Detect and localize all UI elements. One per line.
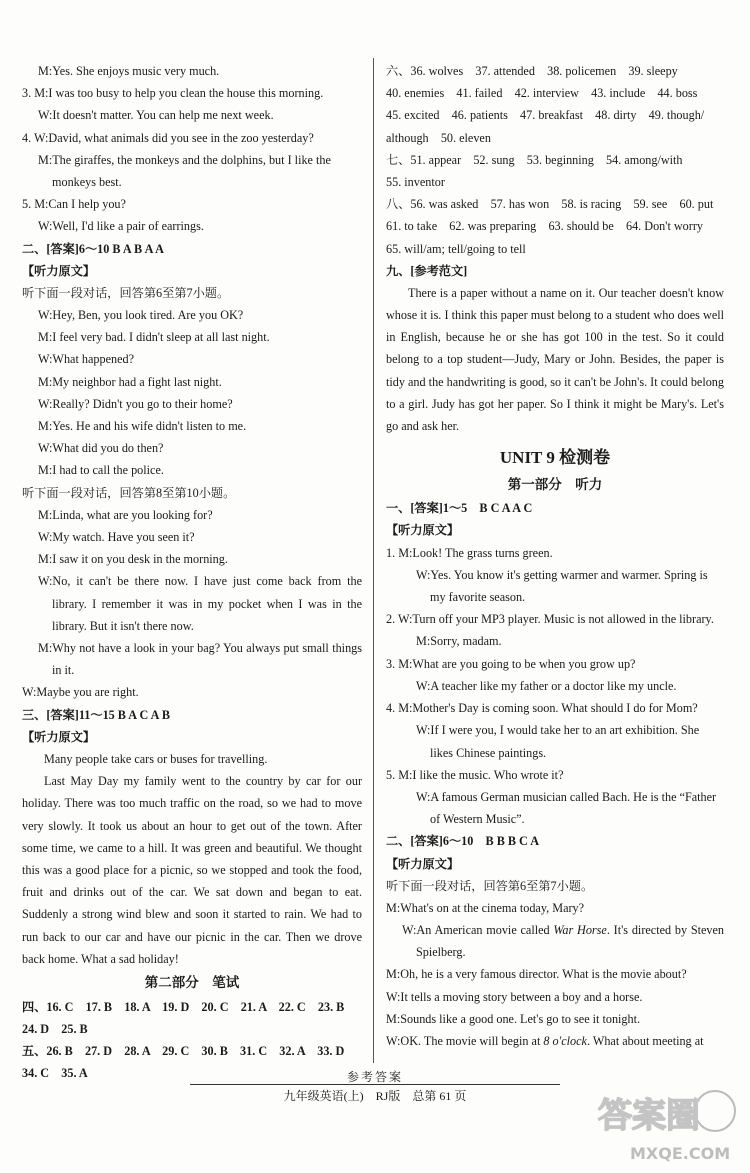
dialog-line: M:Linda, what are you looking for?	[38, 507, 213, 522]
answer-line: 七、51. appear 52. sung 53. beginning 54. among/with	[386, 152, 683, 167]
dialog-line: W:What happened?	[38, 352, 134, 367]
dialog-line: W:Really? Didn't you go to their home?	[38, 396, 233, 411]
dialog-1	[22, 304, 362, 482]
sample-essay: There is a paper without a name on it. Our teacher doesn't know whose it is. I think this paper must belong to a student who does well in English, because he or she has got 100 in the test. So it could belong to a top student—Judy, Mary or John. Besides, the paper is tidy and the handwriting is good, so it can't be John's. It could belong to a girl. Judy has got her paper. So I think it might be Mary's. Let's go and ask her.	[386, 285, 724, 434]
unit-section-1-transcript-label: 【听力原文】	[386, 523, 460, 538]
answer-line: 61. to take 62. was preparing 63. should be 64. Don't worry	[386, 219, 703, 234]
answer-line: 八、56. was asked 57. has won 58. is racing 59. see 60. put	[386, 197, 714, 212]
listening-question-line: 3. M:What are you going to be when you grow up?	[386, 656, 636, 671]
answer-line: 40. enemies 41. failed 42. interview 43. include 44. boss	[386, 86, 698, 101]
listening-question-line: 4. M:Mother's Day is coming soon. What should I do for Mom?	[386, 701, 698, 716]
dialog-line: M:Yes. He and his wife didn't listen to me.	[38, 419, 247, 433]
unit-dialog-line-2: W:An American movie called War Horse. It's directed by Steven Spielberg.	[402, 923, 724, 960]
part-1-title: 第一部分 听力	[507, 477, 603, 493]
answer-line: 5. M:Can I help you?	[22, 197, 126, 212]
unit-9-title: UNIT 9 检测卷	[499, 448, 611, 468]
unit-section-2-transcript-label: 【听力原文】	[386, 856, 460, 871]
unit-dialog-line-3: M:Oh, he is a very famous director. What is the movie about?	[386, 967, 687, 982]
section-7-answers	[386, 149, 724, 193]
answer-line: 四、16. C 17. B 18. A 19. D 20. C 21. A 22. C 23. B	[22, 999, 345, 1014]
dialog-line: M:I feel very bad. I didn't sleep at all last night.	[38, 330, 270, 345]
dialog-line: W:My watch. Have you seen it?	[38, 529, 195, 544]
dialog-1-intro: 听下面一段对话，回答第6至第7小题。	[22, 285, 230, 300]
listening-answer-line: W:Yes. You know it's getting warmer and warmer. Spring is my favorite season.	[416, 567, 708, 605]
dialog-line: W:Hey, Ben, you look tired. Are you OK?	[38, 308, 244, 323]
dialog-2-part-a	[22, 504, 362, 571]
answer-line: 24. D 25. B	[22, 1022, 88, 1037]
answer-line: monkeys best.	[52, 174, 122, 189]
column-divider	[373, 58, 374, 1063]
answer-line: although 50. eleven	[386, 130, 491, 145]
section-9-title: 九、[参考范文]	[386, 263, 468, 278]
answer-line: W:Well, I'd like a pair of earrings.	[38, 219, 204, 234]
section-4-answers	[22, 996, 362, 1040]
listening-answer-line: W:A famous German musician called Bach. He is the “Father of Western Music”.	[416, 789, 717, 827]
listening-answer-line: W:A teacher like my father or a doctor like my uncle.	[416, 678, 677, 693]
dialog-2-long-line-2: M:Why not have a look in your bag? You always put small things in it.	[38, 640, 362, 678]
listening-answer-line: W:If I were you, I would take her to an art exhibition. She likes Chinese paintings.	[416, 723, 700, 760]
section-2-transcript-label: 【听力原文】	[22, 263, 96, 278]
passage-paragraph-2: Last May Day my family went to the country by car for our holiday. There was too much traffic on the road, so we had to move very slowly. It took us about an hour to get out of the town. After some time, we came to a hill. It was green and beautiful. We thought this was a good place for a picnic, so we stopped and took the food, fruit and drinks out of the car. We sat down and began to eat. Suddenly a strong wind blew and soon it started to rain. We had to run back to our car and have our picnic in the car. Then we drove back home. What a sad holiday!	[22, 774, 362, 966]
passage-paragraph-1: Many people take cars or buses for travelling.	[44, 751, 268, 766]
section-3-transcript-label: 【听力原文】	[22, 729, 96, 744]
watermark-url: MXQE.COM	[630, 1144, 731, 1163]
right-column	[386, 60, 724, 1052]
left-column	[22, 60, 362, 1085]
answer-line: 55. inventor	[386, 174, 445, 189]
answer-lines-part1	[22, 60, 362, 238]
listening-question-line: 2. W:Turn off your MP3 player. Music is not allowed in the library.	[386, 612, 714, 627]
unit-dialog-line-1: M:What's on at the cinema today, Mary?	[386, 900, 585, 915]
unit-dialog-intro: 听下面一段对话，回答第6至第7小题。	[386, 878, 594, 893]
unit-dialog-line-6: W:OK. The movie will begin at 8 o'clock. What about meeting at	[386, 1034, 704, 1049]
section-2-answer: 二、[答案]6～10 B A B A A	[22, 241, 164, 256]
dialog-2-long-line: W:No, it can't be there now. I have just come back from the library. I remember it was in my pocket when I was in the library. But it isn't there now.	[38, 574, 362, 633]
answer-line: 六、36. wolves 37. attended 38. policemen 39. sleepy	[386, 64, 678, 78]
answer-line: 34. C 35. A	[22, 1066, 88, 1081]
dialog-line: W:What did you do then?	[38, 441, 164, 456]
answer-line: 65. will/am; tell/going to tell	[386, 241, 526, 256]
footer-label: 参考答案	[346, 1070, 403, 1084]
listening-question-line: 5. M:I like the music. Who wrote it?	[386, 767, 564, 782]
section-8-answers	[386, 193, 724, 260]
answer-line: 45. excited 46. patients 47. breakfast 48. dirty 49. though/	[386, 108, 705, 123]
dialog-2-intro: 听下面一段对话，回答第8至第10小题。	[22, 485, 236, 500]
answer-line: M:Yes. She enjoys music very much.	[38, 64, 220, 78]
watermark-logo	[590, 1077, 740, 1167]
dialog-2-last-line: W:Maybe you are right.	[22, 685, 139, 700]
dialog-line: M:I had to call the police.	[38, 463, 164, 478]
unit-section-1-answer: 一、[答案]1～5 B C A A C	[386, 501, 533, 516]
dialog-line: M:I saw it on you desk in the morning.	[38, 552, 228, 567]
answer-line: M:The giraffes, the monkeys and the dolphins, but I like the	[38, 152, 331, 167]
section-6-answers	[386, 60, 724, 149]
footer-page-info: 九年级英语(上) RJ版 总第 61 页	[283, 1089, 467, 1103]
section-3-answer: 三、[答案]11～15 B A C A B	[22, 707, 170, 722]
unit-dialog-line-4: W:It tells a moving story between a boy and a horse.	[386, 989, 643, 1004]
dialog-line: M:My neighbor had a fight last night.	[38, 374, 222, 389]
listening-answer-line: M:Sorry, madam.	[416, 634, 502, 649]
answer-line: 3. M:I was too busy to help you clean the house this morning.	[22, 86, 324, 101]
unit-section-2-answer: 二、[答案]6～10 B B B C A	[386, 834, 540, 849]
answer-line: W:It doesn't matter. You can help me next week.	[38, 108, 274, 123]
unit-dialog-line-5: M:Sounds like a good one. Let's go to see it tonight.	[386, 1011, 641, 1026]
unit-listening-items	[386, 542, 724, 831]
watermark-text: 答案圈	[598, 1096, 700, 1136]
part-2-title: 第二部分 笔试	[144, 974, 240, 990]
listening-question-line: 1. M:Look! The grass turns green.	[386, 545, 553, 560]
answer-line: 4. W:David, what animals did you see in the zoo yesterday?	[22, 130, 314, 145]
answer-line: 五、26. B 27. D 28. A 29. C 30. B 31. C 32. A 33. D	[22, 1044, 345, 1059]
